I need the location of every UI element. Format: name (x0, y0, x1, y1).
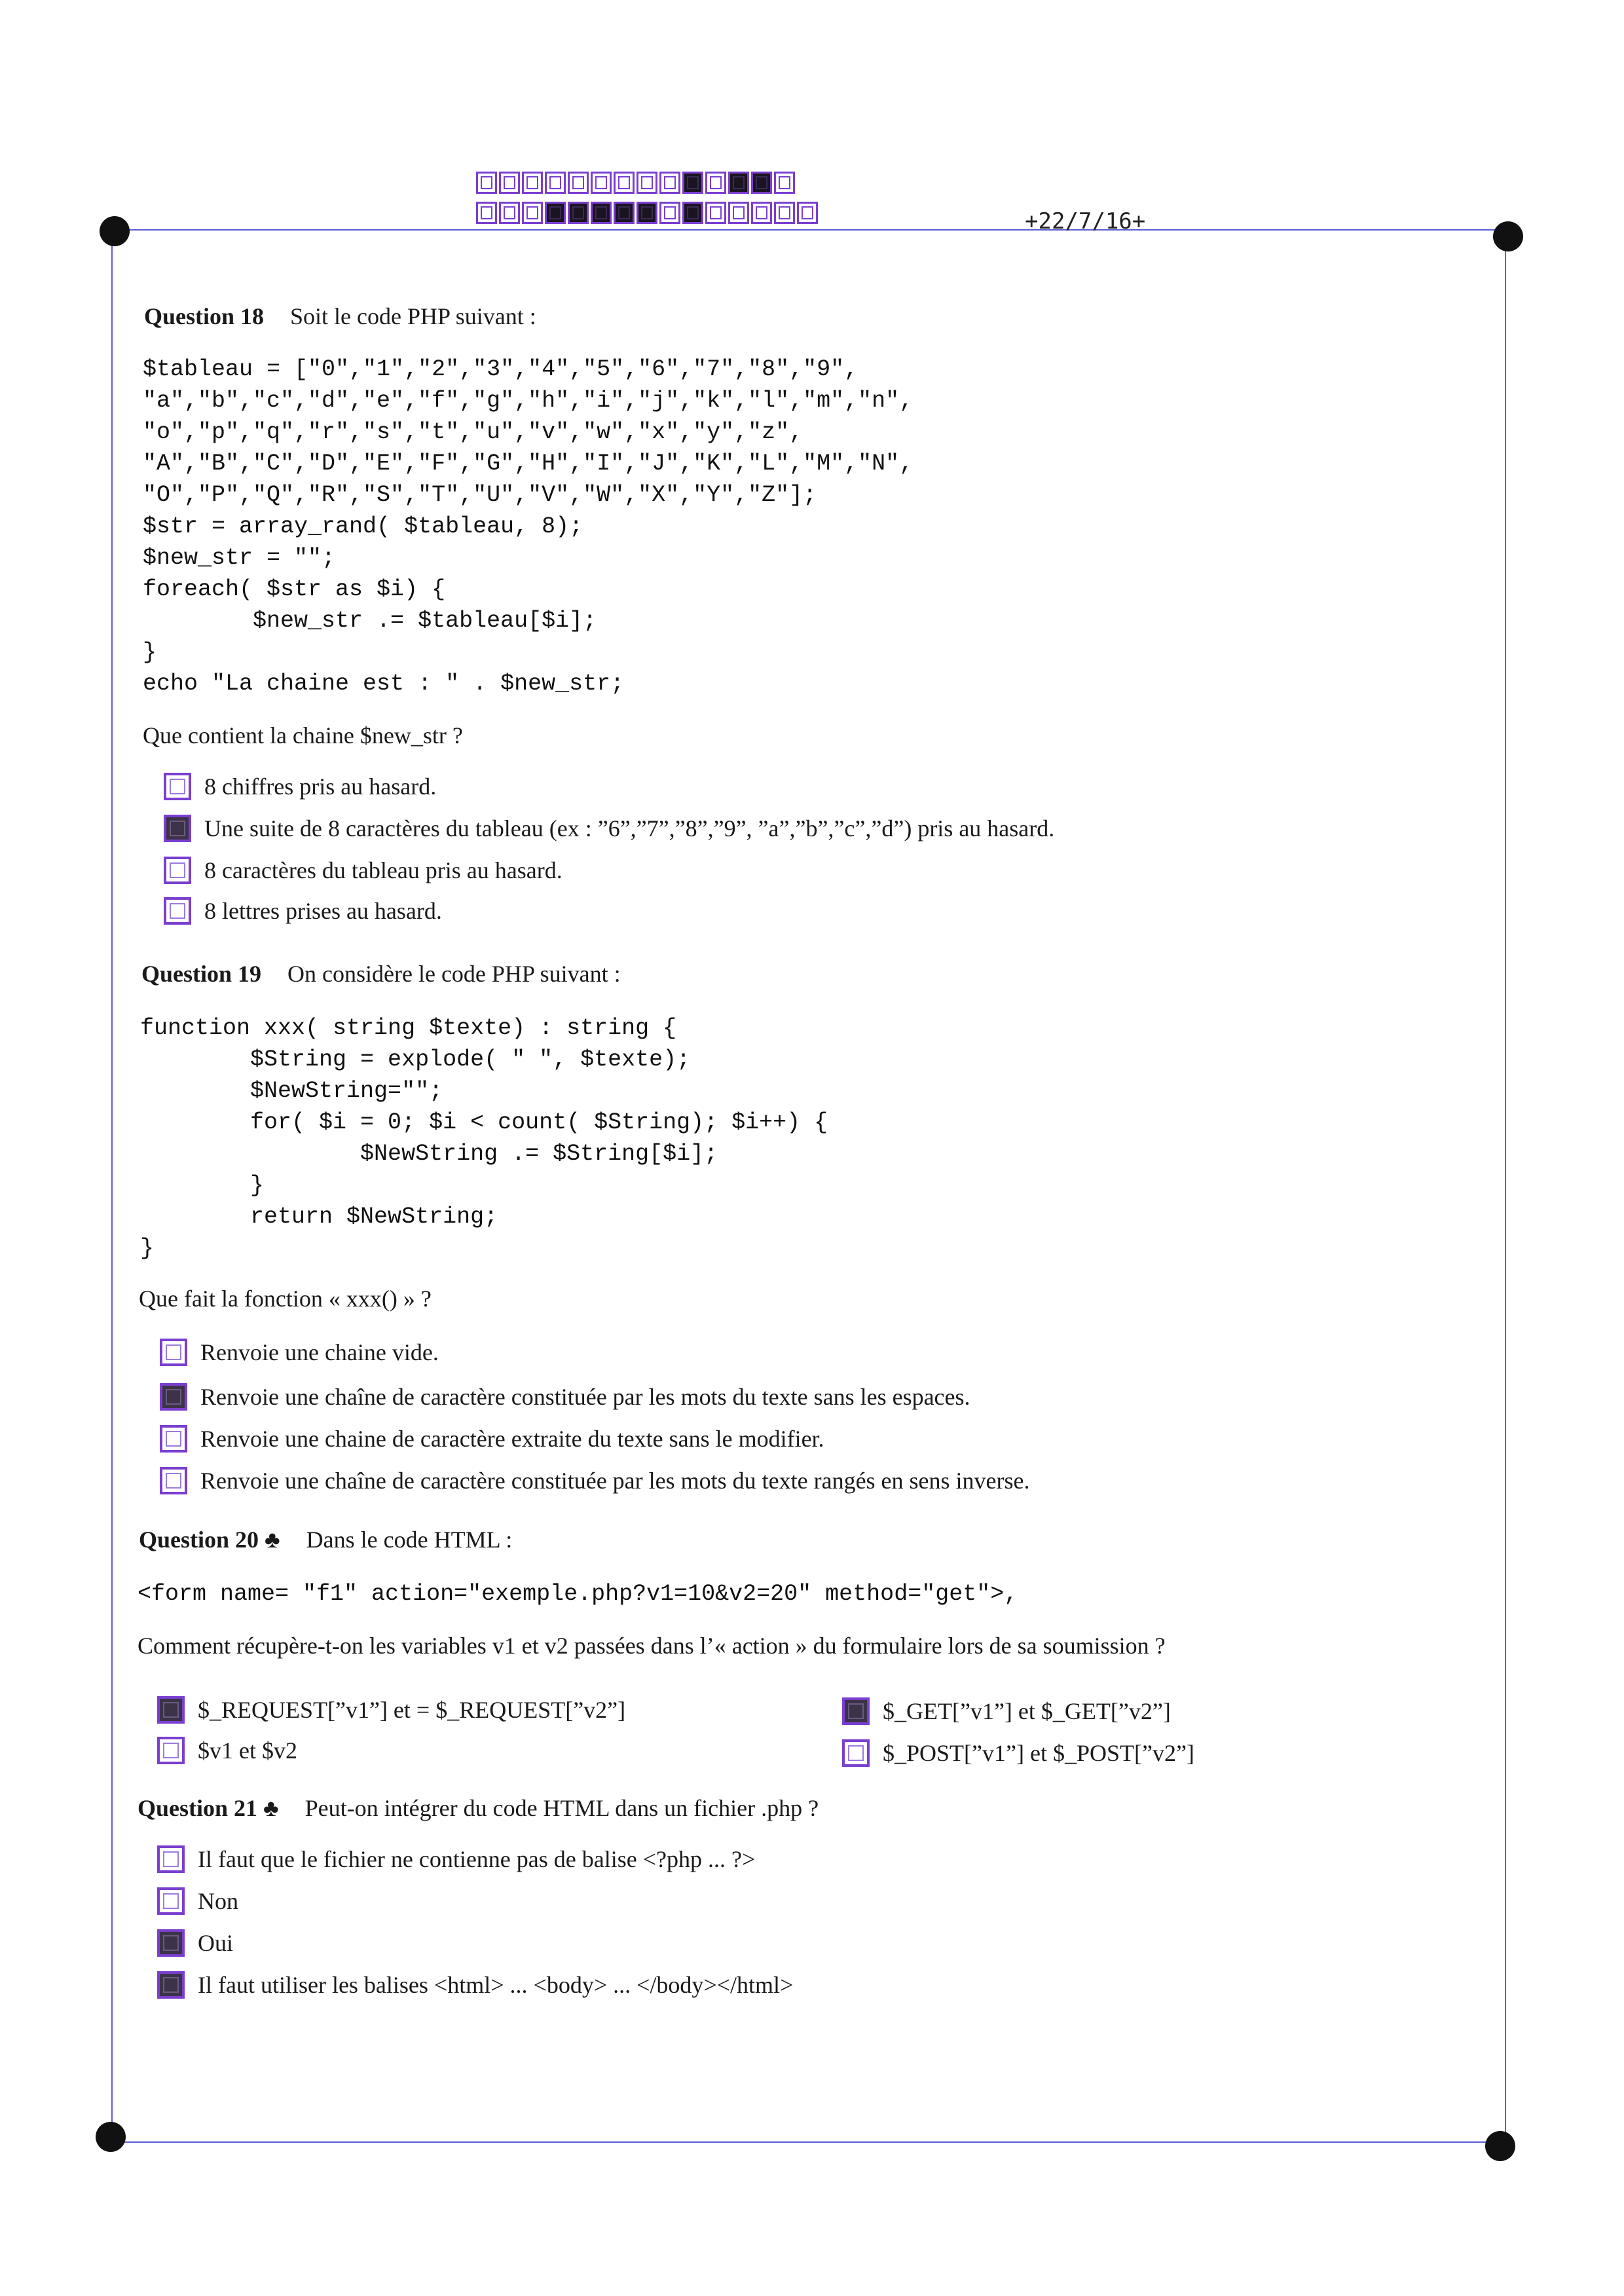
answer-option[interactable] (157, 1971, 793, 1999)
answer-label: Non (198, 1888, 238, 1914)
question-21-header (138, 1794, 819, 1822)
id-code-boxes (476, 172, 820, 232)
answer-label: Renvoie une chaine de caractère extraite du texte sans le modifier. (200, 1426, 824, 1452)
answer-option[interactable] (160, 1425, 824, 1453)
answer-checkbox[interactable] (842, 1697, 870, 1725)
id-code-cell (591, 172, 612, 194)
id-code-cell (728, 172, 749, 194)
question-20-code: <form name= "f1" action="exemple.php?v1=10&v2=20" method="get">, (138, 1581, 1018, 1607)
question-19-prompt: Que fait la fonction « xxx() » ? (139, 1286, 432, 1312)
question-title: On considère le code PHP suivant : (287, 961, 621, 987)
answer-option[interactable] (160, 1339, 439, 1366)
question-20-prompt: Comment récupère-t-on les variables v1 et v2 passées dans l’« action » du formulaire lors de sa soumission ? (138, 1633, 1166, 1659)
question-19-header (141, 960, 621, 988)
answer-checkbox[interactable] (157, 1887, 185, 1915)
answer-checkbox[interactable] (160, 1425, 187, 1453)
id-code-cell (659, 202, 680, 224)
answer-label: Renvoie une chaine vide. (200, 1339, 439, 1365)
id-code-cell (476, 172, 497, 194)
registration-mark-top-right (1493, 221, 1523, 251)
id-code-cell (568, 172, 589, 194)
id-code-cell (614, 202, 635, 224)
answer-label: $v1 et $v2 (198, 1737, 297, 1764)
id-code-cell (637, 172, 657, 194)
answer-checkbox[interactable] (164, 857, 191, 884)
question-number: Question 20 ♣ (139, 1527, 280, 1553)
id-code-cell (682, 202, 703, 224)
question-19-code: function xxx( string $texte) : string { $String = explode( " ", $texte); $NewString=""; for( $i = 0; $i < count( $String); $i++) { $NewString .= $String[$i]; } return $NewString; } (140, 1015, 828, 1261)
answer-checkbox[interactable] (160, 1339, 187, 1366)
answer-label: Il faut utiliser les balises <html> ... <body> ... </body></html> (198, 1972, 794, 1998)
question-number: Question 21 ♣ (138, 1795, 279, 1821)
answer-label: 8 caractères du tableau pris au hasard. (204, 857, 563, 883)
id-code-cell (499, 172, 520, 194)
answer-checkbox[interactable] (842, 1739, 870, 1767)
question-number: Question 19 (141, 961, 262, 987)
answer-option[interactable] (842, 1697, 1171, 1725)
question-title: Peut-on intégrer du code HTML dans un fichier .php ? (304, 1795, 819, 1821)
answer-label: Il faut que le fichier ne contienne pas de balise <?php ... ?> (198, 1846, 756, 1872)
answer-option[interactable] (157, 1887, 238, 1915)
id-code-cell (774, 172, 795, 194)
answer-label: Renvoie une chaîne de caractère constituée par les mots du texte rangés en sens inverse. (200, 1468, 1030, 1494)
answer-label: $_GET[”v1”] et $_GET[”v2”] (883, 1698, 1171, 1724)
id-code-cell (751, 202, 772, 224)
id-code-cell (545, 172, 566, 194)
id-code-cell (682, 172, 703, 194)
page-code: +22/7/16+ (1025, 208, 1146, 234)
registration-mark-top-left (100, 216, 130, 246)
registration-mark-bottom-left (96, 2122, 126, 2152)
answer-checkbox[interactable] (164, 773, 191, 800)
id-code-cell (522, 202, 543, 224)
answer-label: 8 chiffres pris au hasard. (204, 773, 437, 800)
answer-option[interactable] (157, 1929, 233, 1957)
answer-option[interactable] (164, 815, 1054, 842)
id-code-cell (568, 202, 589, 224)
id-code-cell (774, 202, 795, 224)
id-code-cell (728, 202, 749, 224)
answer-option[interactable] (160, 1383, 970, 1411)
id-code-cell (659, 172, 680, 194)
answer-label: $_POST[”v1”] et $_POST[”v2”] (883, 1740, 1194, 1766)
answer-option[interactable] (157, 1737, 297, 1764)
question-18-prompt: Que contient la chaine $new_str ? (143, 722, 463, 749)
answer-option[interactable] (157, 1845, 755, 1873)
answer-option[interactable] (164, 773, 436, 800)
answer-option[interactable] (164, 857, 563, 884)
registration-mark-bottom-right (1485, 2131, 1515, 2161)
answer-option[interactable] (842, 1739, 1194, 1767)
answer-label: Renvoie une chaîne de caractère constituée par les mots du texte sans les espaces. (200, 1384, 970, 1410)
id-code-cell (637, 202, 657, 224)
answer-label: Oui (198, 1930, 233, 1956)
answer-checkbox[interactable] (157, 1696, 185, 1724)
question-title: Dans le code HTML : (306, 1527, 513, 1553)
question-18-header (144, 303, 536, 330)
id-code-cell (614, 172, 635, 194)
id-code-cell (545, 202, 566, 224)
id-code-row-2 (476, 202, 820, 227)
answer-checkbox[interactable] (164, 897, 191, 925)
answer-label: Une suite de 8 caractères du tableau (ex : ”6”,”7”,”8”,”9”, ”a”,”b”,”c”,”d”) pris au hasard. (204, 815, 1055, 842)
answer-option[interactable] (157, 1696, 625, 1724)
answer-checkbox[interactable] (157, 1971, 185, 1999)
id-code-cell (797, 202, 818, 224)
answer-checkbox[interactable] (157, 1929, 185, 1957)
question-20-header (139, 1526, 512, 1553)
id-code-cell (751, 172, 772, 194)
answer-option[interactable] (160, 1467, 1030, 1494)
id-code-cell (591, 202, 612, 224)
answer-checkbox[interactable] (164, 815, 191, 842)
id-code-cell (705, 172, 726, 194)
answer-checkbox[interactable] (157, 1737, 185, 1764)
id-code-row-1 (476, 172, 820, 196)
answer-label: $_REQUEST[”v1”] et = $_REQUEST[”v2”] (198, 1697, 626, 1723)
id-code-cell (476, 202, 497, 224)
answer-checkbox[interactable] (160, 1383, 187, 1411)
answer-checkbox[interactable] (157, 1845, 185, 1873)
id-code-cell (705, 202, 726, 224)
answer-option[interactable] (164, 897, 442, 925)
id-code-cell (499, 202, 520, 224)
answer-checkbox[interactable] (160, 1467, 187, 1494)
question-number: Question 18 (144, 303, 265, 329)
id-code-cell (522, 172, 543, 194)
answer-label: 8 lettres prises au hasard. (204, 898, 442, 924)
question-title: Soit le code PHP suivant : (290, 303, 536, 329)
question-18-code: $tableau = ["0","1","2","3","4","5","6","7","8","9", "a","b","c","d","e","f","g","h","i","j","k","l","m","n", "o","p","q","r","s","t","u","v","w","x","y","z", "A","B","C","D","E","F","G","H","I","J","K","L","M","N", "O","P","Q","R","S","T","U","V","W","X","Y","Z"]; $str = array_rand( $tableau, 8); $new_str = ""; foreach( $str as $i) { $new_str .= $tableau[$i]; } echo "La chaine est : " . $new_str; (143, 356, 913, 697)
